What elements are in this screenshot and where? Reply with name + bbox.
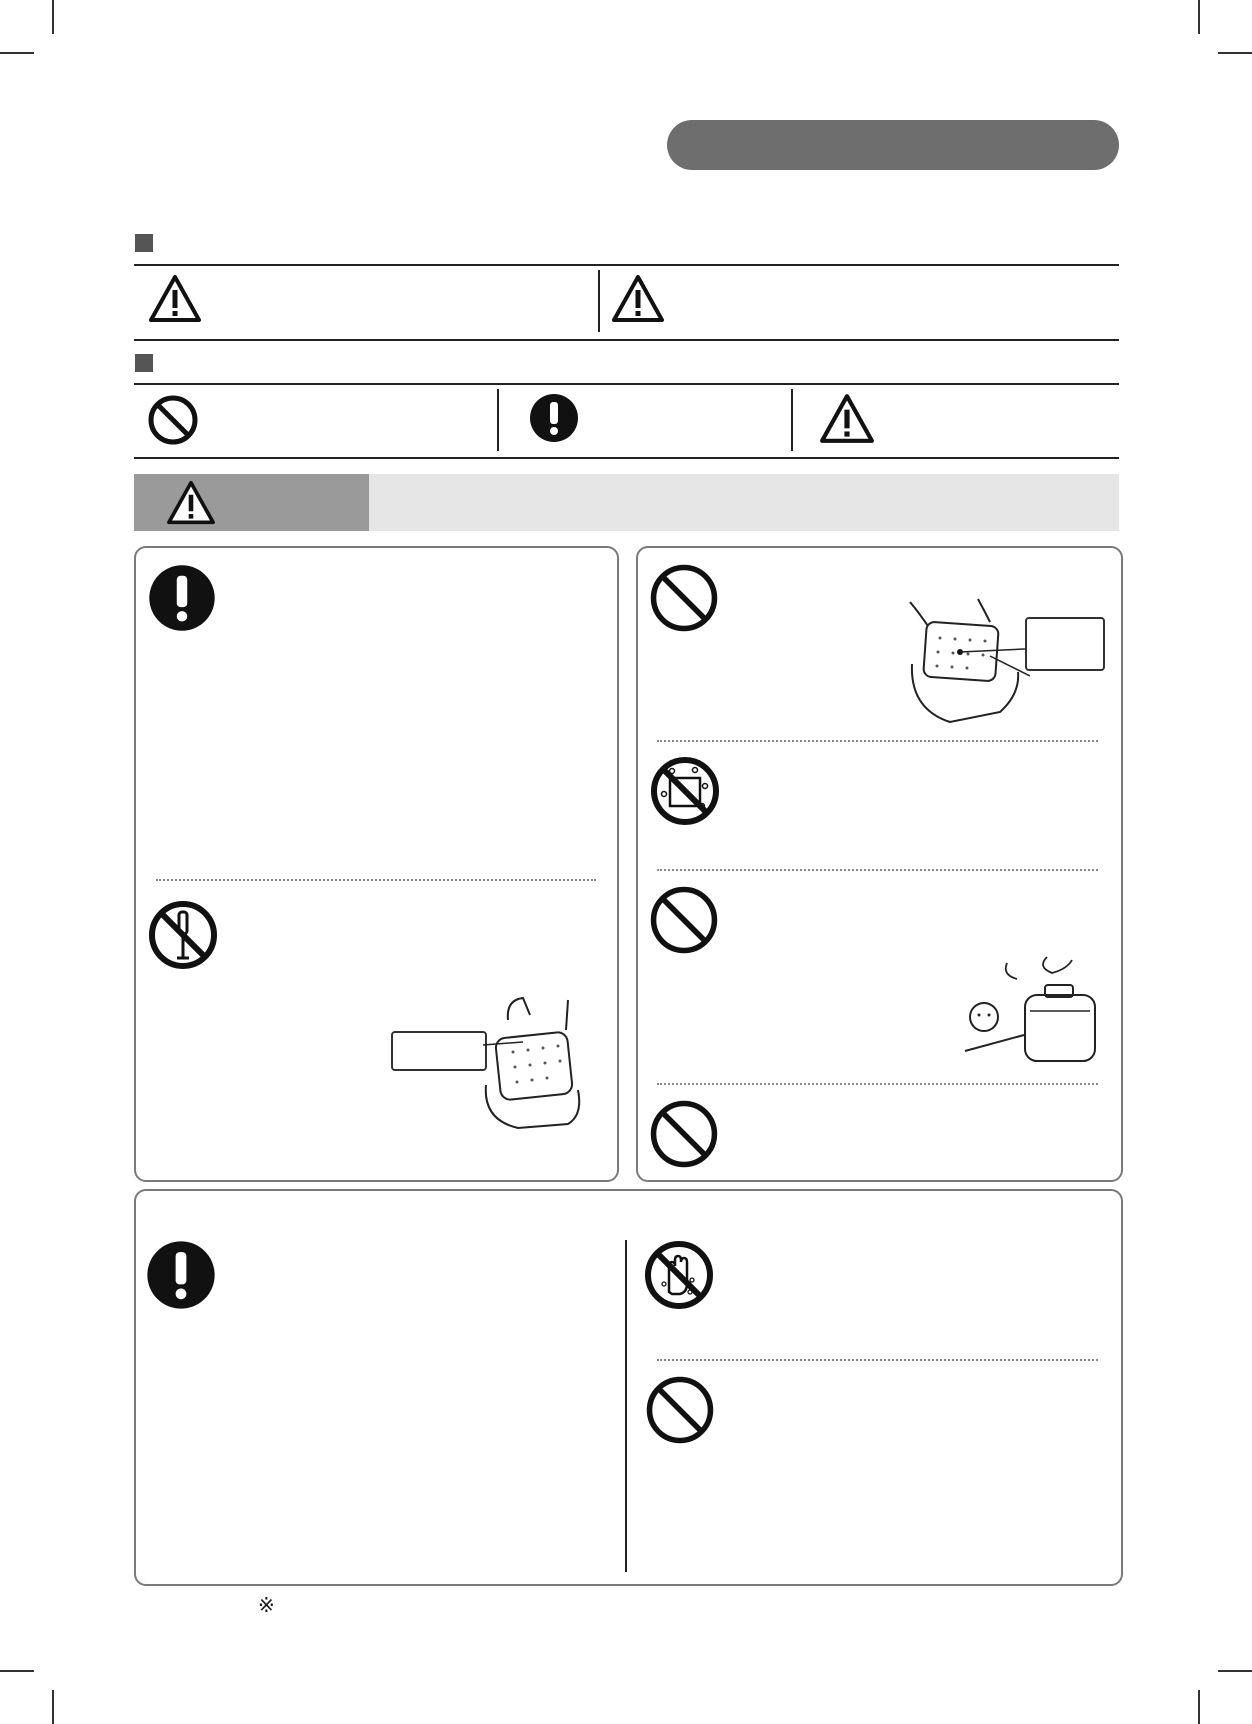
prohibition-icon bbox=[648, 562, 720, 634]
dotted-divider bbox=[657, 1359, 1098, 1361]
crop-mark bbox=[1218, 52, 1252, 54]
callout-label-box bbox=[1025, 617, 1105, 671]
divider bbox=[625, 1240, 627, 1572]
child-steam-illustration bbox=[962, 955, 1102, 1071]
divider bbox=[791, 389, 793, 451]
warning-triangle-icon bbox=[165, 480, 217, 526]
crop-mark bbox=[52, 1690, 54, 1724]
crop-mark bbox=[1218, 1670, 1252, 1672]
prohibition-icon bbox=[644, 1374, 716, 1446]
warning-triangle-icon bbox=[819, 393, 875, 445]
crop-mark bbox=[0, 52, 34, 54]
no-wet-hands-icon bbox=[644, 1240, 714, 1310]
dotted-divider bbox=[657, 1083, 1098, 1085]
cooker-bottom-illustration bbox=[478, 990, 588, 1134]
mandatory-exclamation-icon bbox=[146, 1240, 216, 1310]
section-header-pill bbox=[667, 120, 1119, 170]
caution-panel-bottom bbox=[134, 1189, 1123, 1586]
section-marker-square bbox=[135, 354, 153, 372]
crop-mark bbox=[0, 1670, 34, 1672]
mandatory-exclamation-icon bbox=[528, 392, 580, 444]
divider bbox=[497, 389, 499, 451]
crop-mark bbox=[52, 0, 54, 34]
dotted-divider bbox=[156, 879, 596, 881]
prohibition-icon bbox=[648, 1098, 720, 1170]
divider bbox=[598, 270, 600, 332]
divider bbox=[134, 339, 1119, 341]
crop-mark bbox=[1198, 0, 1200, 34]
mandatory-exclamation-icon bbox=[148, 564, 216, 632]
warning-triangle-icon bbox=[148, 274, 202, 324]
section-marker-square bbox=[135, 234, 153, 252]
cooker-bottom-illustration bbox=[890, 594, 1030, 730]
prohibition-icon bbox=[147, 394, 199, 446]
warning-triangle-icon bbox=[611, 274, 665, 324]
divider bbox=[134, 383, 1119, 385]
dotted-divider bbox=[657, 740, 1098, 742]
no-water-icon bbox=[650, 756, 720, 826]
callout-label-box bbox=[391, 1031, 487, 1071]
crop-mark bbox=[1198, 1690, 1200, 1724]
divider bbox=[134, 264, 1119, 266]
warning-banner-bar bbox=[369, 474, 1119, 531]
dotted-divider bbox=[657, 869, 1098, 871]
no-disassembly-icon bbox=[148, 900, 218, 970]
footnote-mark: ※ bbox=[258, 1593, 275, 1617]
prohibition-icon bbox=[648, 884, 720, 956]
divider bbox=[134, 457, 1119, 459]
warning-banner-label bbox=[134, 474, 369, 531]
